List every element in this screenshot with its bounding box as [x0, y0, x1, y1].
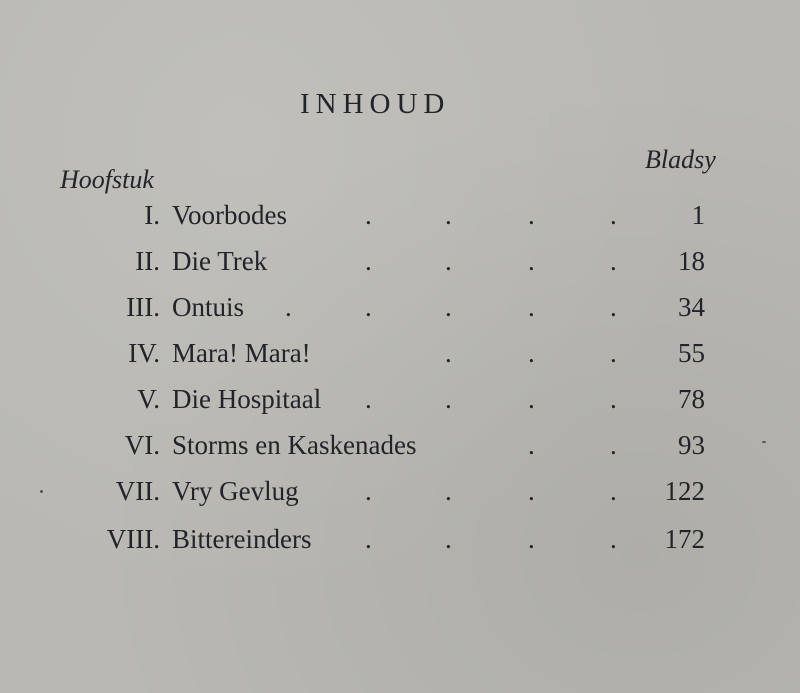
- leader-dot: .: [610, 200, 617, 230]
- toc-entry: [0, 200, 800, 244]
- leader-dot: .: [610, 476, 617, 506]
- leader-dot: .: [365, 524, 372, 554]
- chapter-title: Storms en Kaskenades: [172, 430, 417, 460]
- leader-dot: .: [610, 338, 617, 368]
- leader-dot: .: [528, 292, 535, 322]
- page-title: INHOUD: [300, 88, 451, 120]
- leader-dot: .: [365, 200, 372, 230]
- leader-dot: .: [610, 430, 617, 460]
- leader-dot: .: [528, 476, 535, 506]
- leader-dot: .: [445, 292, 452, 322]
- toc-entry: [0, 430, 800, 474]
- leader-dot: .: [528, 200, 535, 230]
- chapter-title: Die Hospitaal: [172, 384, 322, 414]
- chapter-numeral: IV.: [128, 338, 160, 368]
- leader-dot: .: [528, 384, 535, 414]
- leader-dot: .: [445, 200, 452, 230]
- chapter-numeral: VII.: [115, 476, 160, 506]
- leader-dot: .: [445, 476, 452, 506]
- leader-dot: .: [365, 246, 372, 276]
- page-number: 93: [678, 430, 705, 460]
- page-number: 122: [664, 476, 705, 506]
- leader-dot: .: [365, 476, 372, 506]
- toc-entry: [0, 246, 800, 290]
- paper-speck: [762, 441, 766, 443]
- leader-dot: .: [445, 246, 452, 276]
- leader-dot: .: [528, 430, 535, 460]
- chapter-title: Bittereinders: [172, 524, 312, 554]
- chapter-numeral: I.: [144, 200, 160, 230]
- page-number: 55: [678, 338, 705, 368]
- leader-dot: .: [610, 524, 617, 554]
- page-number: 18: [678, 246, 705, 276]
- toc-entry: [0, 384, 800, 428]
- page-number: 78: [678, 384, 705, 414]
- leader-dot: .: [445, 524, 452, 554]
- leader-dot: .: [610, 292, 617, 322]
- page-column-header: Bladsy: [645, 145, 716, 174]
- leader-dot: .: [528, 246, 535, 276]
- chapter-title: Voorbodes: [172, 200, 288, 230]
- leader-dot: .: [285, 292, 292, 322]
- leader-dot: .: [528, 338, 535, 368]
- chapter-column-header: Hoofstuk: [60, 165, 154, 194]
- leader-dot: .: [610, 384, 617, 414]
- page-number: 34: [678, 292, 705, 322]
- page-number: 1: [691, 200, 705, 230]
- leader-dot: .: [445, 384, 452, 414]
- page-number: 172: [664, 524, 705, 554]
- paper-speck: [40, 490, 43, 493]
- chapter-numeral: VIII.: [106, 524, 160, 554]
- toc-entry: [0, 476, 800, 520]
- chapter-numeral: II.: [135, 246, 160, 276]
- leader-dot: .: [365, 384, 372, 414]
- chapter-numeral: V.: [137, 384, 160, 414]
- toc-entry: [0, 338, 800, 382]
- chapter-title: Vry Gevlug: [172, 476, 299, 506]
- leader-dot: .: [528, 524, 535, 554]
- toc-entry: [0, 524, 800, 568]
- chapter-numeral: VI.: [124, 430, 160, 460]
- chapter-title: Mara! Mara!: [172, 338, 311, 368]
- chapter-title: Die Trek: [172, 246, 268, 276]
- leader-dot: .: [610, 246, 617, 276]
- chapter-title: Ontuis: [172, 292, 245, 322]
- toc-entry: [0, 292, 800, 336]
- leader-dot: .: [445, 338, 452, 368]
- chapter-numeral: III.: [126, 292, 160, 322]
- leader-dot: .: [365, 292, 372, 322]
